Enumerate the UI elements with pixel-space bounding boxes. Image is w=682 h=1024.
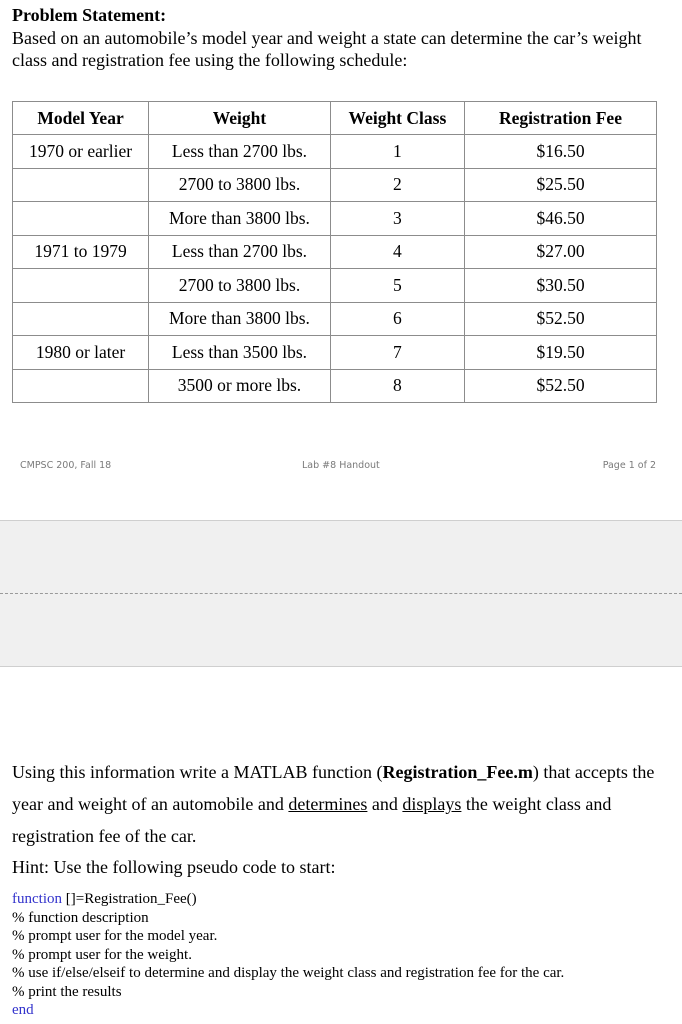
cell-model-year: 1970 or earlier — [13, 135, 149, 169]
footer-title: Lab #8 Handout — [302, 460, 380, 471]
cell-weight-class: 7 — [330, 336, 464, 370]
code-signature: []=Registration_Fee() — [62, 891, 197, 907]
table-row — [13, 269, 657, 303]
cell-registration-fee: $30.50 — [465, 269, 657, 303]
problem-heading: Problem Statement: — [12, 5, 167, 25]
page-gap — [0, 520, 682, 667]
cell-model-year — [13, 202, 149, 236]
pseudo-code-block — [12, 890, 564, 1020]
cell-weight-class: 1 — [330, 135, 464, 169]
cell-registration-fee: $16.50 — [465, 135, 657, 169]
code-line — [12, 890, 564, 909]
table-row — [13, 235, 657, 269]
table-row — [13, 369, 657, 403]
cell-registration-fee: $52.50 — [465, 302, 657, 336]
header-weight: Weight — [149, 102, 331, 135]
cell-registration-fee: $27.00 — [465, 235, 657, 269]
cell-model-year — [13, 369, 149, 403]
cell-weight-class: 8 — [330, 369, 464, 403]
header-model-year: Model Year — [13, 102, 149, 135]
cell-model-year: 1980 or later — [13, 336, 149, 370]
cell-weight-class: 5 — [330, 269, 464, 303]
problem-statement: Based on an automobile’s model year and weight a state can determine the car’s weight class and registration fee using the following schedule: — [12, 28, 642, 70]
code-keyword-function: function — [12, 891, 62, 907]
code-line: % prompt user for the model year. — [12, 928, 218, 944]
cell-weight-class: 6 — [330, 302, 464, 336]
code-keyword-end: end — [12, 1002, 34, 1018]
cell-model-year — [13, 269, 149, 303]
cell-weight-class: 2 — [330, 168, 464, 202]
header-registration-fee: Registration Fee — [465, 102, 657, 135]
cell-model-year — [13, 168, 149, 202]
cell-registration-fee: $46.50 — [465, 202, 657, 236]
footer-page-number: Page 1 of 2 — [602, 460, 656, 471]
task-paragraph — [12, 756, 676, 852]
table-row — [13, 336, 657, 370]
hint-text: Hint: Use the following pseudo code to start: — [12, 857, 336, 877]
task-text: ) that accepts the year and weight of an automobile and — [12, 762, 655, 814]
task-text: and — [367, 794, 403, 814]
cell-registration-fee: $19.50 — [465, 336, 657, 370]
code-line: % print the results — [12, 983, 122, 1000]
cell-weight-class: 4 — [330, 235, 464, 269]
page-break-line — [0, 593, 682, 594]
registration-schedule-table — [12, 101, 657, 403]
task-keyword-displays: displays — [402, 794, 462, 814]
cell-model-year — [13, 302, 149, 336]
cell-weight-class: 3 — [330, 202, 464, 236]
footer-course: CMPSC 200, Fall 18 — [20, 460, 112, 471]
table-row — [13, 302, 657, 336]
cell-weight: 3500 or more lbs. — [149, 369, 331, 403]
cell-model-year: 1971 to 1979 — [13, 235, 149, 269]
cell-weight: Less than 2700 lbs. — [149, 135, 331, 169]
cell-registration-fee: $25.50 — [465, 168, 657, 202]
task-keyword-determines: determines — [288, 794, 368, 814]
cell-registration-fee: $52.50 — [465, 369, 657, 403]
table-row — [13, 135, 657, 169]
function-name: Registration_Fee.m — [382, 762, 533, 782]
code-line: % use if/else/elseif to determine and display the weight class and registration fee for the car. — [12, 965, 565, 981]
cell-weight: Less than 2700 lbs. — [149, 235, 331, 269]
cell-weight: 2700 to 3800 lbs. — [149, 269, 331, 303]
cell-weight: Less than 3500 lbs. — [149, 336, 331, 370]
cell-weight: 2700 to 3800 lbs. — [149, 168, 331, 202]
table-row — [13, 202, 657, 236]
task-text: the weight class and registration fee of the car. — [12, 794, 612, 846]
code-line: % prompt user for the weight. — [12, 946, 192, 963]
table-row — [13, 168, 657, 202]
cell-weight: More than 3800 lbs. — [149, 202, 331, 236]
header-weight-class: Weight Class — [330, 102, 464, 135]
table-header-row — [13, 102, 657, 135]
cell-weight: More than 3800 lbs. — [149, 302, 331, 336]
task-text: Using this information write a MATLAB function ( — [12, 762, 383, 782]
code-line: % function description — [12, 909, 149, 926]
